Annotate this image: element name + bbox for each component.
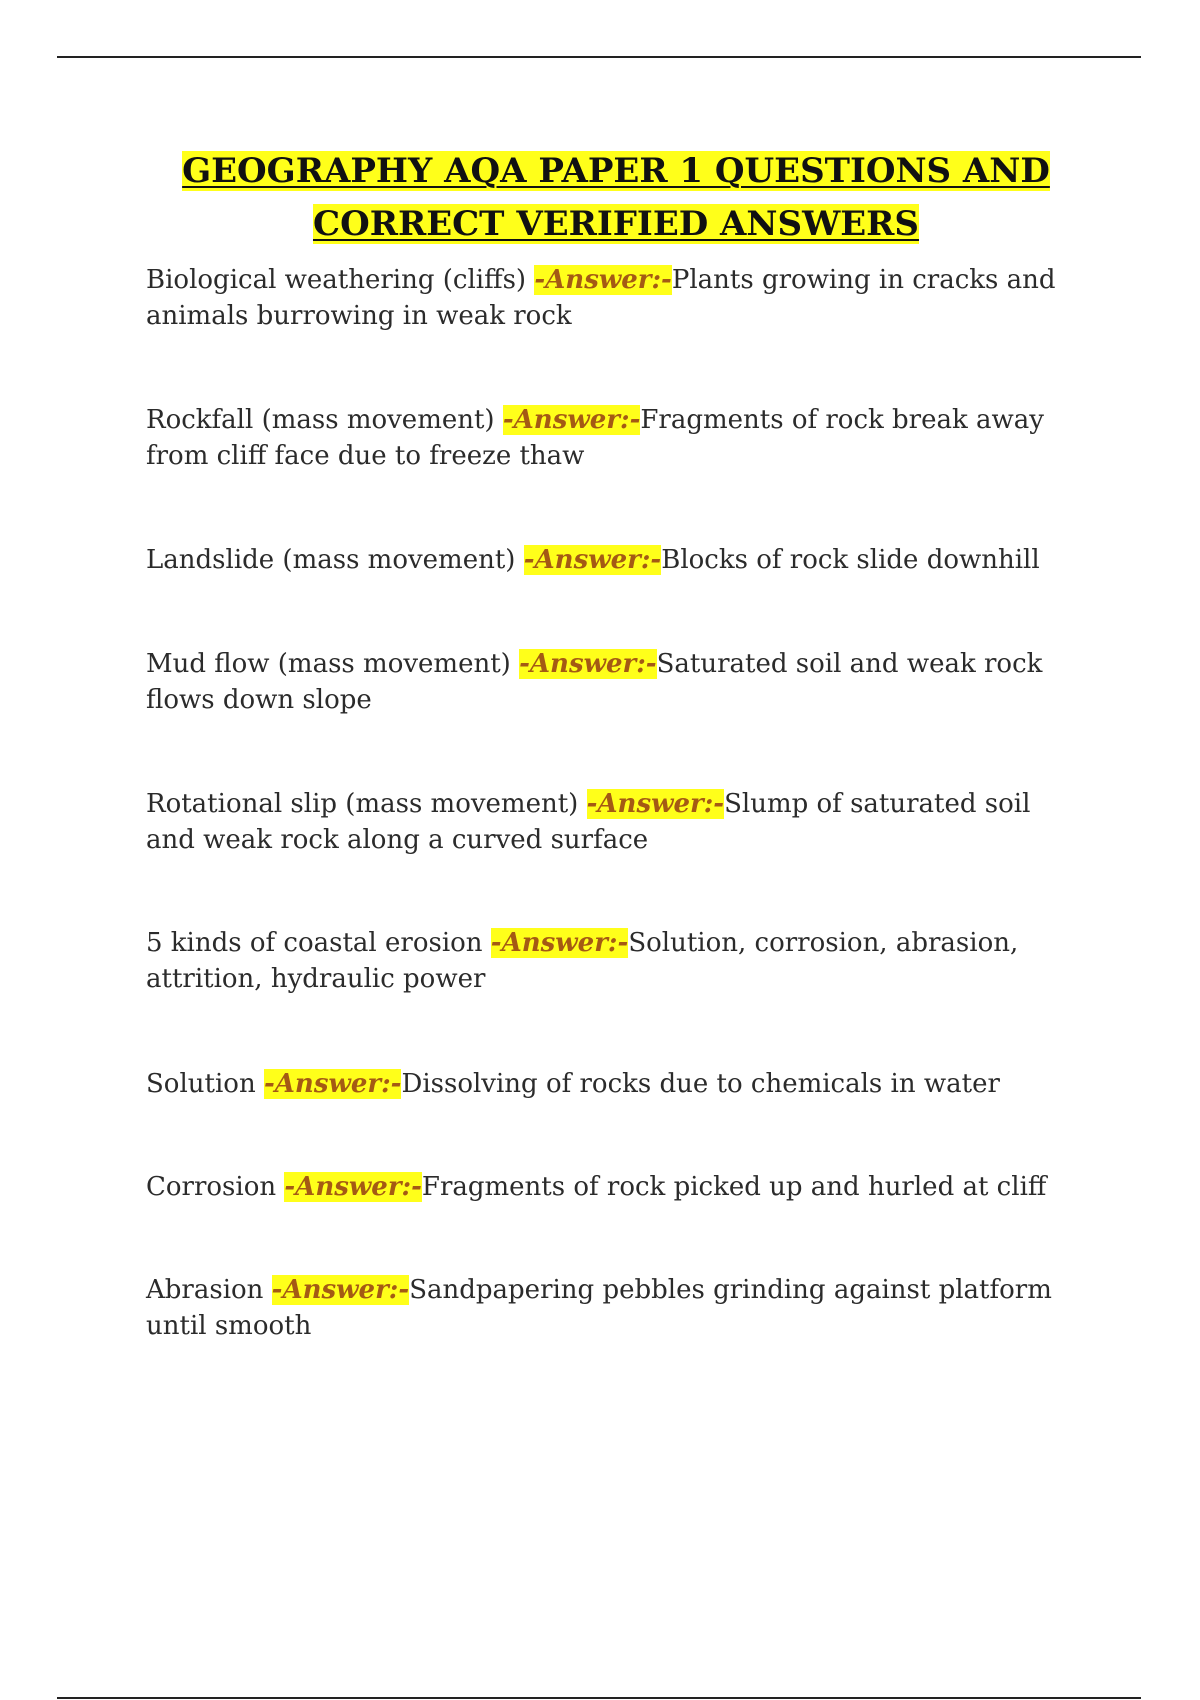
qa-item-solution	[146, 1066, 1086, 1102]
header-rule	[57, 56, 1141, 58]
question-text: Rockfall (mass movement)	[146, 405, 503, 435]
question-text: 5 kinds of coastal erosion	[146, 928, 491, 958]
answer-text: Solution, corrosion, abrasion, attrition, hydraulic power	[146, 928, 1019, 994]
answer-marker: -Answer:-	[263, 1069, 402, 1099]
answer-text: Fragments of rock break away from cliff face due to freeze thaw	[146, 405, 1044, 471]
document-title	[100, 145, 1132, 251]
qa-item-rotational-slip	[146, 786, 1086, 858]
title-line-1: GEOGRAPHY AQA PAPER 1 QUESTIONS AND	[182, 151, 1050, 191]
answer-text: Fragments of rock picked up and hurled at cliff	[421, 1172, 1047, 1202]
qa-item-coastal-erosion	[146, 925, 1086, 997]
question-text: Solution	[146, 1069, 264, 1099]
answer-marker: -Answer:-	[284, 1172, 422, 1202]
answer-marker: -Answer:-	[271, 1275, 410, 1305]
title-line-2: CORRECT VERIFIED ANSWERS	[313, 204, 919, 244]
question-text: Landslide (mass movement)	[146, 545, 524, 575]
answer-marker: -Answer:-	[502, 405, 641, 435]
qa-item-landslide	[146, 542, 1086, 578]
answer-marker: -Answer:-	[586, 789, 725, 819]
answer-marker: -Answer:-	[534, 265, 672, 295]
question-text: Biological weathering (cliffs)	[146, 265, 535, 295]
qa-item-rockfall	[146, 402, 1086, 474]
answer-marker: -Answer:-	[519, 649, 657, 679]
question-text: Rotational slip (mass movement)	[146, 789, 587, 819]
qa-item-abrasion	[146, 1272, 1086, 1344]
answer-text: Sandpapering pebbles grinding against platform until smooth	[146, 1275, 1052, 1341]
qa-item-mud-flow	[146, 646, 1086, 718]
question-text: Abrasion	[146, 1275, 272, 1305]
qa-item-biological-weathering	[146, 262, 1086, 334]
answer-text: Dissolving of rocks due to chemicals in water	[401, 1069, 1000, 1099]
question-text: Mud flow (mass movement)	[146, 649, 520, 679]
answer-text: Slump of saturated soil and weak rock along a curved surface	[146, 789, 1031, 855]
answer-text: Plants growing in cracks and animals burrowing in weak rock	[146, 265, 1056, 331]
answer-marker: -Answer:-	[523, 545, 662, 575]
answer-text: Saturated soil and weak rock flows down slope	[146, 649, 1043, 715]
qa-item-corrosion	[146, 1169, 1086, 1205]
answer-text: Blocks of rock slide downhill	[661, 545, 1040, 575]
footer-rule	[57, 1697, 1141, 1699]
answer-marker: -Answer:-	[490, 928, 629, 958]
question-text: Corrosion	[146, 1172, 285, 1202]
